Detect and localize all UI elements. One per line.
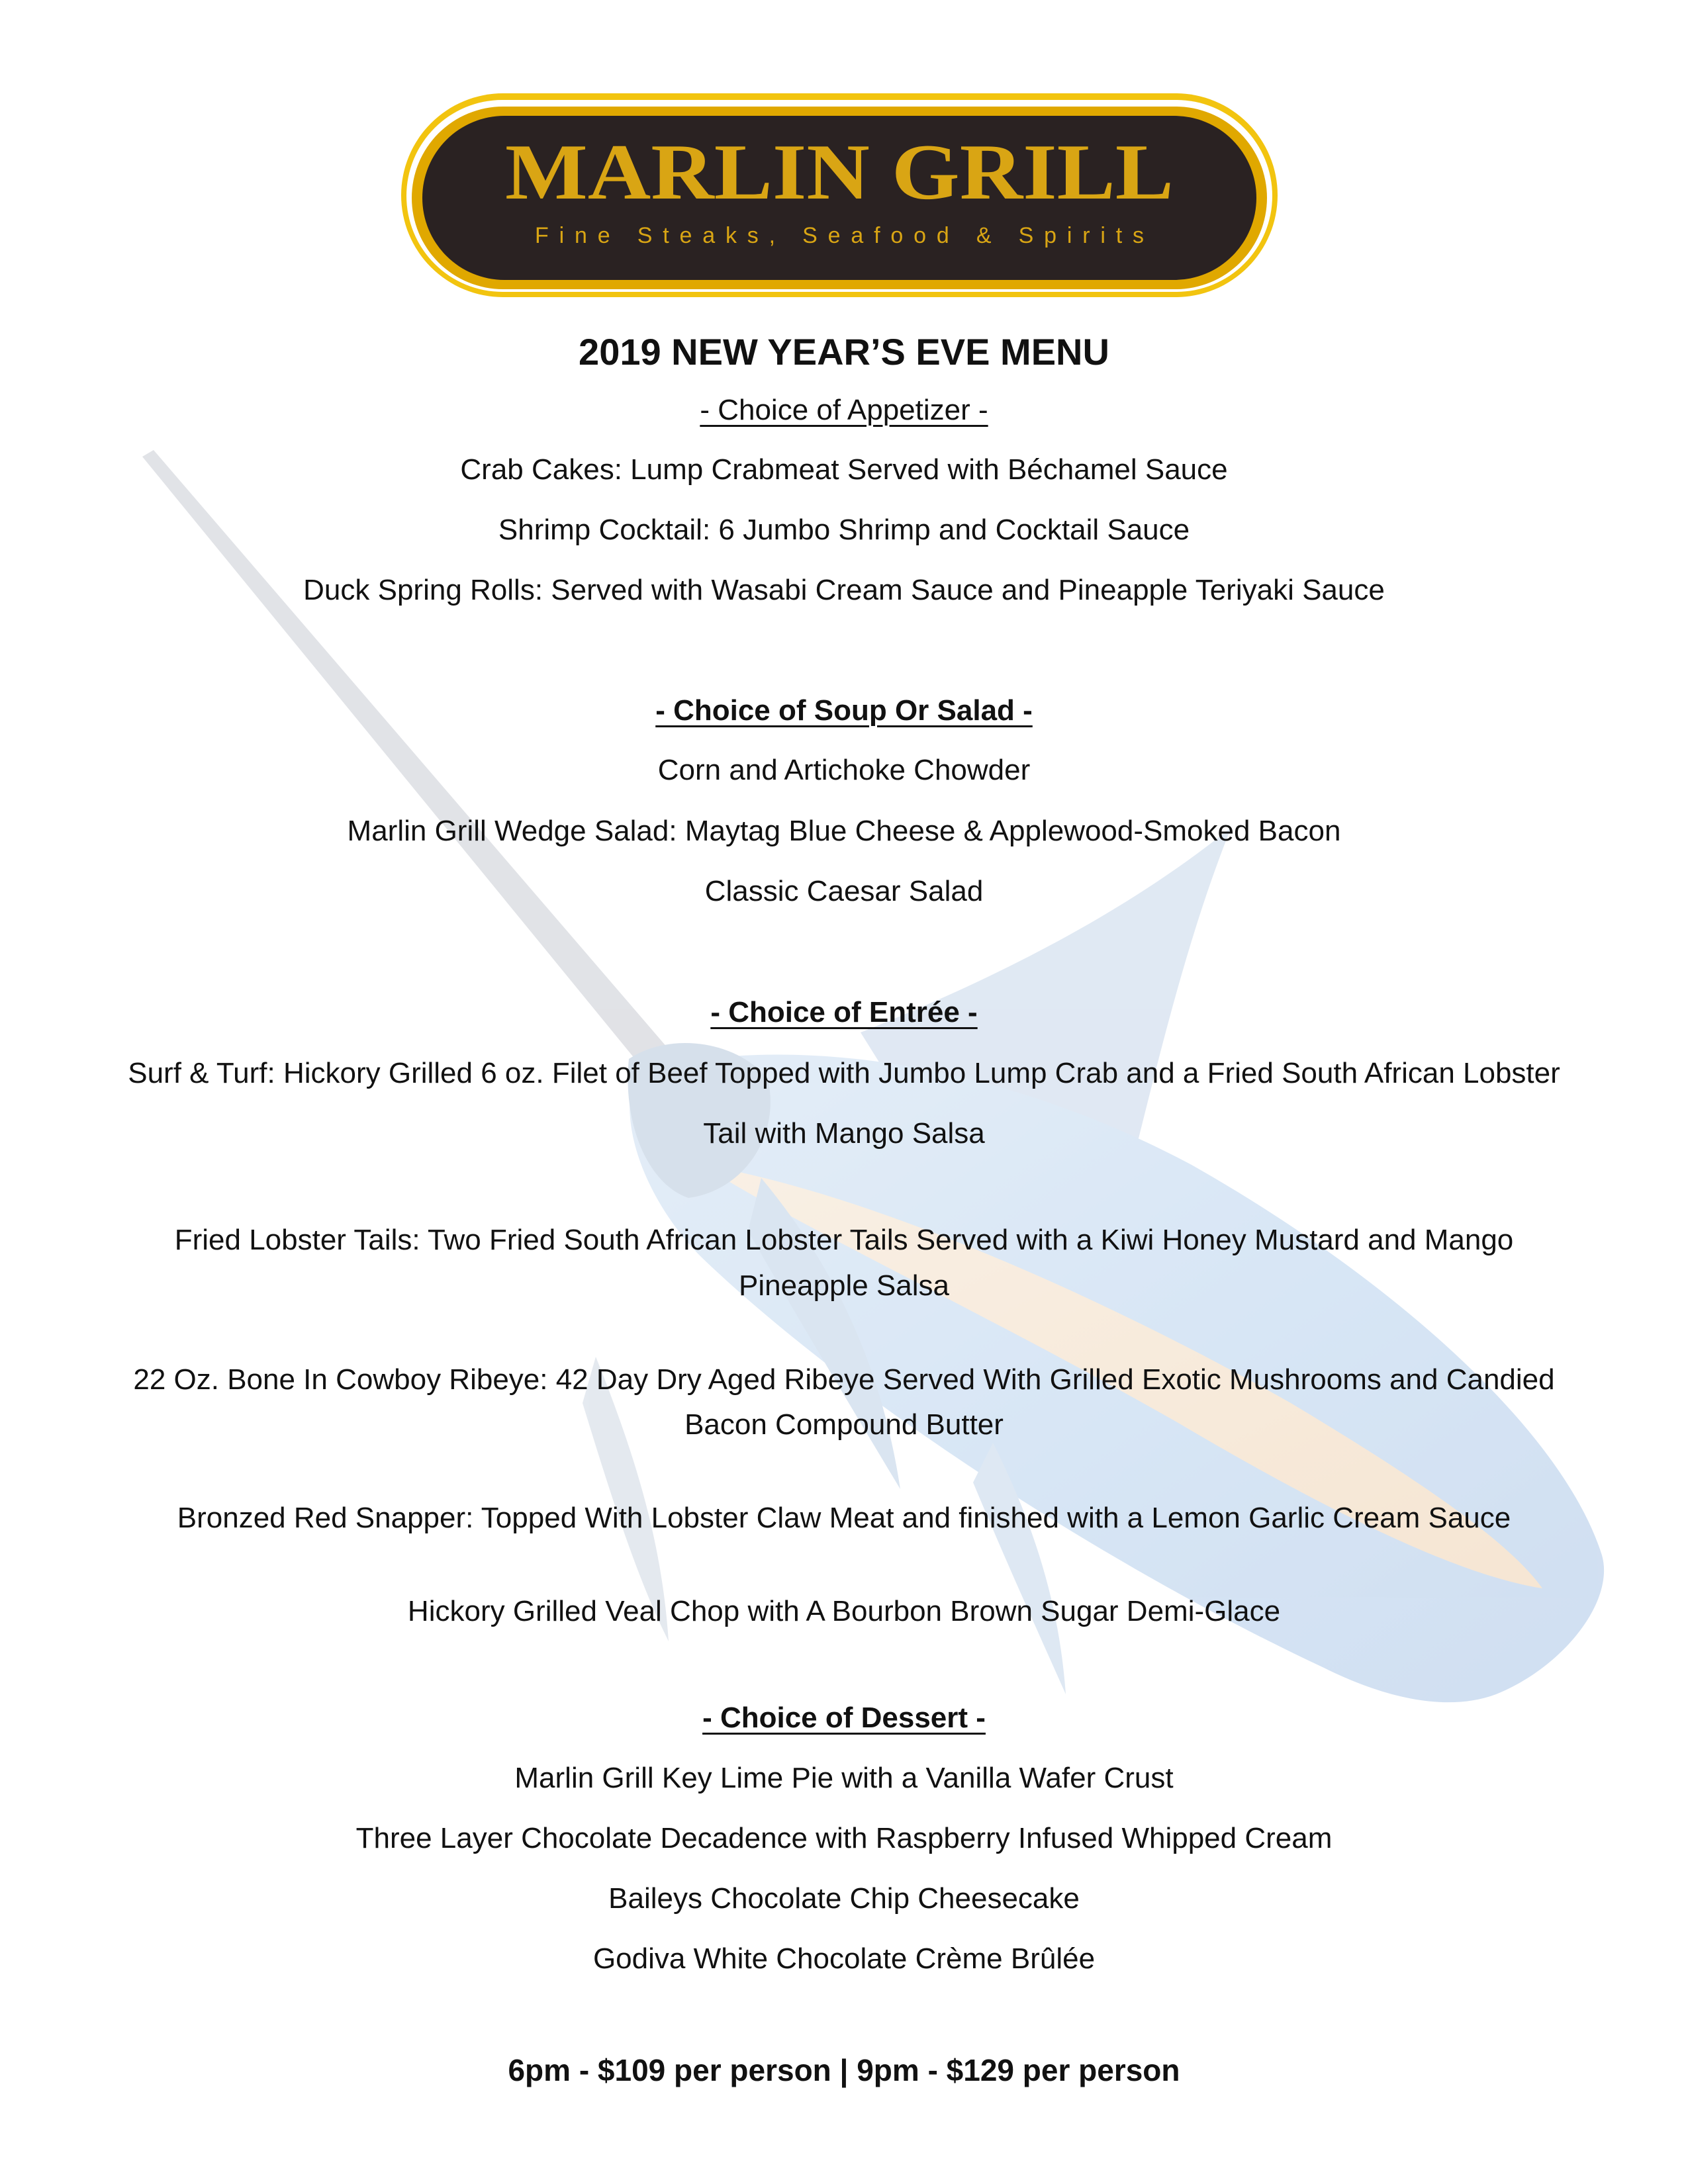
dessert-item: Three Layer Chocolate Decadence with Raspberry Infused Whipped Cream [355,1822,1333,1854]
soup-salad-item: Corn and Artichoke Chowder [657,754,1031,786]
dessert-heading: - Choice of Dessert - [702,1702,986,1734]
entree-item-line: Tail with Mango Salsa [703,1117,985,1150]
price-line: 6pm - $109 per person | 9pm - $129 per person [508,2053,1180,2087]
entree-heading: - Choice of Entrée - [710,996,978,1028]
dessert-item: Marlin Grill Key Lime Pie with a Vanilla Wafer Crust [514,1762,1174,1794]
logo-name: MARLIN GRILL [505,128,1174,216]
entree-item-line: Bronzed Red Snapper: Topped With Lobster Claw Meat and finished with a Lemon Garlic Cream Sauce [177,1502,1511,1534]
logo-tagline: Fine Steaks, Seafood & Spirits [535,223,1144,248]
entree-item-line: 22 Oz. Bone In Cowboy Ribeye: 42 Day Dry Aged Ribeye Served With Grilled Exotic Mushrooms and Candied [133,1363,1555,1396]
dessert-item: Baileys Chocolate Chip Cheesecake [608,1882,1080,1915]
appetizer-item: Shrimp Cocktail: 6 Jumbo Shrimp and Cocktail Sauce [498,514,1190,546]
appetizer-item: Crab Cakes: Lump Crabmeat Served with Béchamel Sauce [460,453,1228,486]
soup-salad-heading: - Choice of Soup Or Salad - [655,694,1033,727]
entree-item-line: Bacon Compound Butter [684,1408,1004,1441]
entree-item-line: Hickory Grilled Veal Chop with A Bourbon Brown Sugar Demi-Glace [407,1595,1281,1627]
soup-salad-item: Classic Caesar Salad [704,875,984,907]
appetizer-heading: - Choice of Appetizer - [700,394,988,426]
dessert-item: Godiva White Chocolate Crème Brûlée [592,1942,1096,1975]
entree-item-line: Pineapple Salsa [738,1269,949,1302]
appetizer-item: Duck Spring Rolls: Served with Wasabi Cream Sauce and Pineapple Teriyaki Sauce [303,574,1385,606]
entree-item-line: Fried Lobster Tails: Two Fried South African Lobster Tails Served with a Kiwi Honey Mustard and Mango [174,1224,1514,1256]
menu-title: 2019 NEW YEAR’S EVE MENU [579,331,1109,373]
soup-salad-item: Marlin Grill Wedge Salad: Maytag Blue Cheese & Applewood-Smoked Bacon [347,815,1341,847]
entree-item-line: Surf & Turf: Hickory Grilled 6 oz. Filet of Beef Topped with Jumbo Lump Crab and a Fried South African Lobster [128,1057,1560,1089]
